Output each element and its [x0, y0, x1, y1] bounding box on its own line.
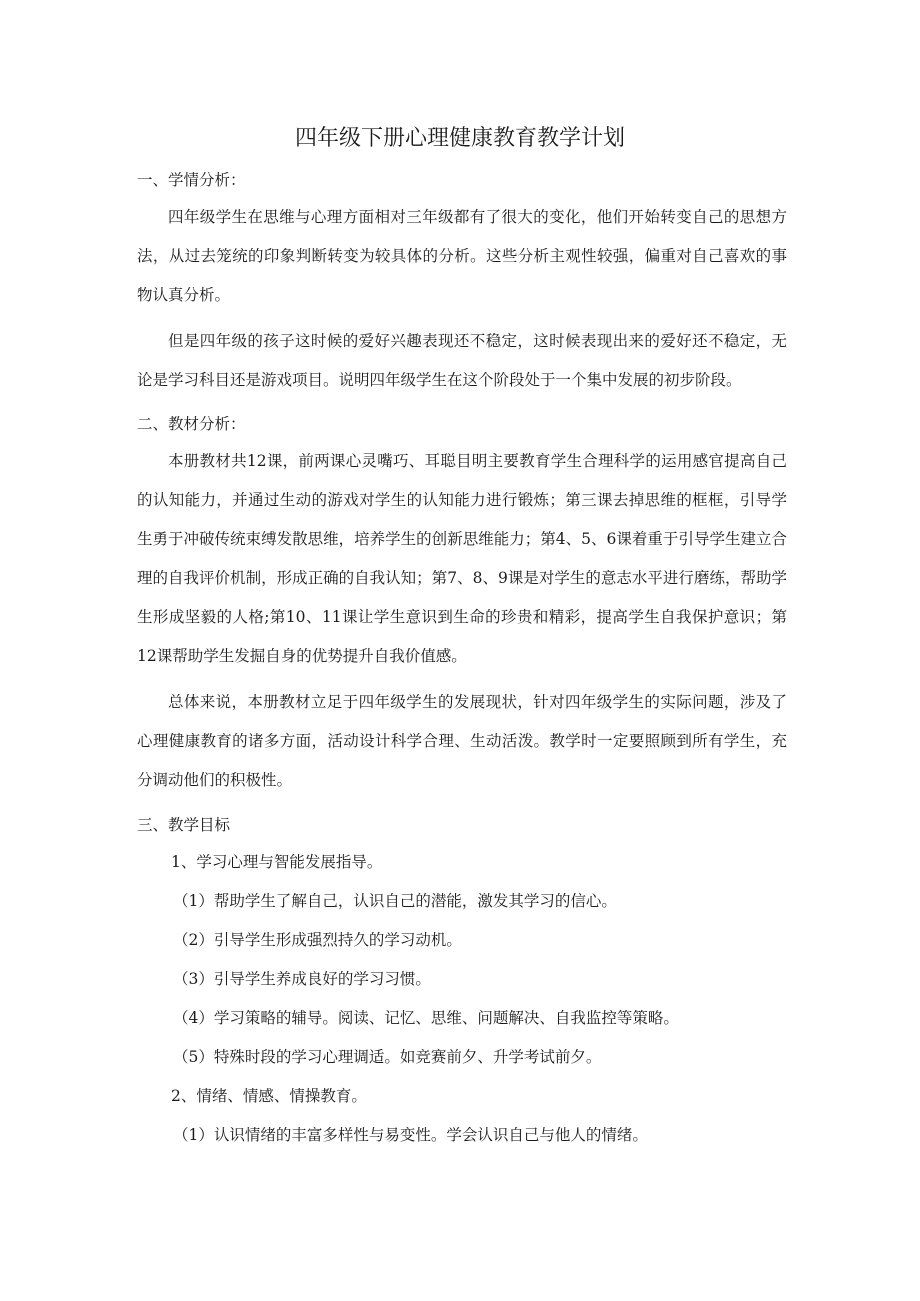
section-heading-textbook: 二、教材分析： [137, 415, 246, 433]
document-title: 四年级下册心理健康教育教学计划 [294, 126, 625, 151]
paragraph: 四年级学生在思维与心理方面相对三年级都有了很大的变化，他们开始转变自己的思想方法，从过去笼统的印象判断转变为较具体的分析。这些分析主观性较强，偏重对自己喜欢的事物认真分析。 [137, 208, 787, 304]
goal-heading: 1、学习心理与智能发展指导。 [171, 853, 383, 871]
section-heading-goals: 三、教学目标 [137, 816, 231, 834]
paragraph: 本册教材共12课，前两课心灵嘴巧、耳聪目明主要教育学生合理科学的运用感官提高自己的认知能力，并通过生动的游戏对学生的认知能力进行锻炼；第三课去掉思维的框框，引导学生勇于冲破传统束缚发散思维，培养学生的创新思维能力；第4、5、6课着重于引导学生建立合理的自我评价机制，形成正确的自我认知；第7、8、9课是对学生的意志水平进行磨练，帮助学生形成坚毅的人格;第10、11课让学生意识到生命的珍贵和精彩，提高学生自我保护意识；第12课帮助学生发掘自身的优势提升自我价值感。 [137, 452, 787, 665]
section-heading-situation: 一、学情分析： [137, 171, 246, 189]
goal-heading: 2、情绪、情感、情操教育。 [171, 1087, 367, 1105]
paragraph: 但是四年级的孩子这时候的爱好兴趣表现还不稳定，这时候表现出来的爱好还不稳定，无论是学习科目还是游戏项目。说明四年级学生在这个阶段处于一个集中发展的初步阶段。 [137, 332, 787, 389]
goal-item: （2）引导学生形成强烈持久的学习动机。 [173, 931, 462, 949]
goal-item: （4）学习策略的辅导。阅读、记忆、思维、问题解决、自我监控等策略。 [173, 1009, 679, 1027]
paragraph: 总体来说，本册教材立足于四年级学生的发展现状，针对四年级学生的实际问题，涉及了心理健康教育的诸多方面，活动设计科学合理、生动活泼。教学时一定要照顾到所有学生，充分调动他们的积极性。 [137, 693, 787, 789]
goal-item: （1）认识情绪的丰富多样性与易变性。学会认识自己与他人的情绪。 [173, 1126, 648, 1144]
goal-item: （1）帮助学生了解自己，认识自己的潜能，激发其学习的信心。 [173, 892, 617, 910]
goal-item: （5）特殊时段的学习心理调适。如竞赛前夕、升学考试前夕。 [173, 1048, 602, 1066]
document-body [137, 162, 787, 1155]
goal-item: （3）引导学生养成良好的学习习惯。 [173, 970, 431, 988]
